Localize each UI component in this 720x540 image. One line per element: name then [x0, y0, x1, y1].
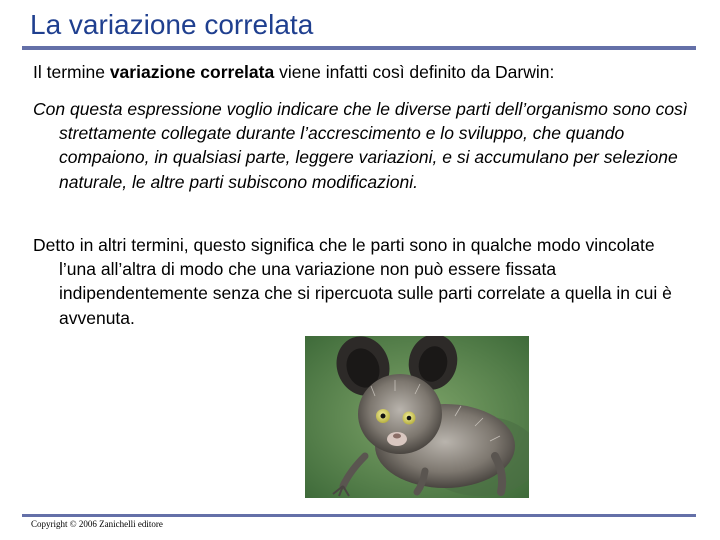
- slide-title: La variazione correlata: [30, 9, 314, 40]
- footer-divider: [22, 514, 696, 517]
- title-divider: [22, 46, 696, 50]
- intro-paragraph: [33, 60, 695, 84]
- copyright-notice: Copyright © 2006 Zanichelli editore: [31, 519, 163, 529]
- explanation-paragraph: Detto in altri termini, questo significa che le parti sono in qualche modo vincolate l’una all’altra di modo che una variazione non può essere fissata indipendentemente senza che si ripercuota sulle parti correlate a quella in cui è avvenuta.: [33, 235, 672, 328]
- intro-text-start: Il termine: [33, 62, 110, 82]
- intro-bold-term: variazione correlata: [109, 62, 275, 82]
- darwin-quote: Con questa espressione voglio indicare che le diverse parti dell’organismo sono così strettamente collegate durante l’accrescimento e lo sviluppo, che quando compaiono, in qualsiasi parte, leggere variazioni, e si accumulano per selezione naturale, le altre parti subiscono modificazioni.: [33, 99, 688, 192]
- aye-aye-photo: [305, 336, 529, 498]
- intro-text-end: viene infatti così definito da Darwin:: [274, 62, 555, 82]
